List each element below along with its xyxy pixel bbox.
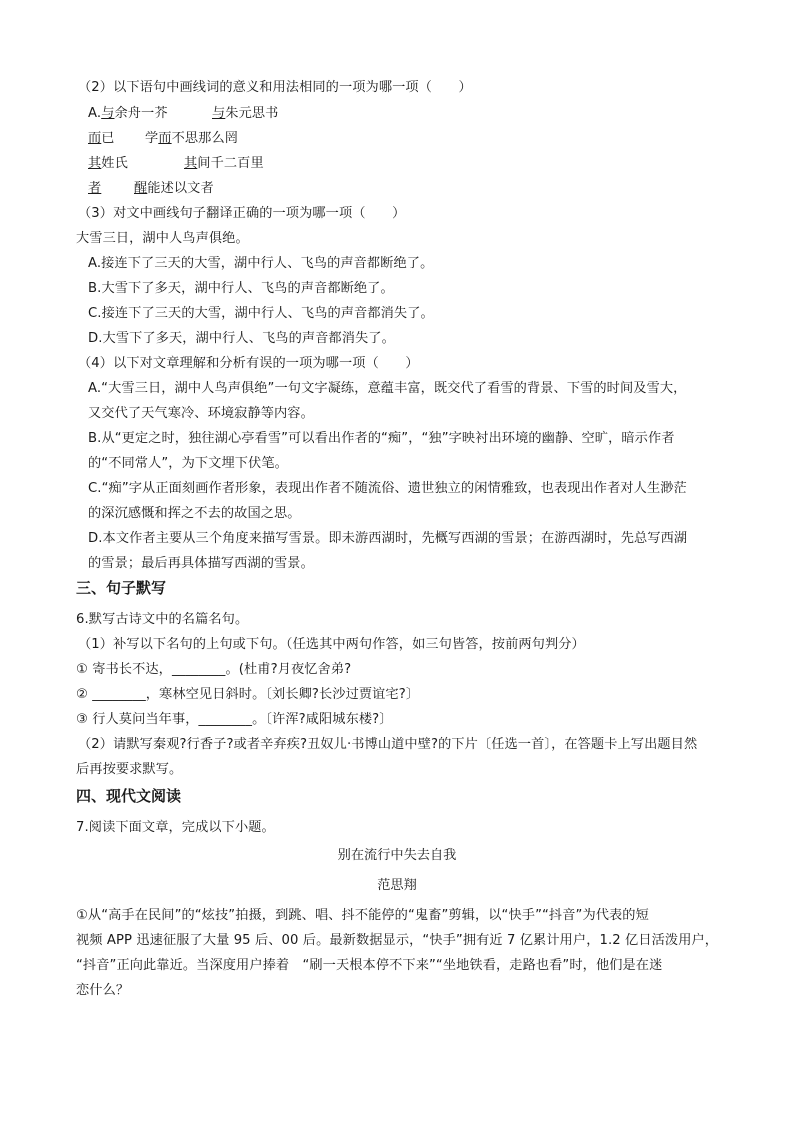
option-c: C.接连下了三天的大雪，湖中行人、飞鸟的声音都消失了。	[88, 306, 434, 321]
question-7: 7.阅读下面文章，完成以下小题。	[76, 820, 275, 835]
article-title: 别在流行中失去自我	[337, 848, 457, 863]
paragraph-line: ①从“高手在民间”的“炫技”拍摄，到跳、唱、抖不能停的“鬼畜”剪辑，以“快手”“抖音”为代表的短	[76, 908, 649, 923]
option-row-a: A.与余舟一芥	[88, 106, 168, 121]
option-b: B.大雪下了多天，湖中行人、飞鸟的声音都断绝了。	[88, 281, 394, 296]
option-row-c: 其姓氏	[88, 156, 128, 171]
underlined-word: 其	[184, 156, 198, 171]
paragraph-line: 视频 APP 迅速征服了大量 95 后、00 后。最新数据显示，“快手”拥有近 7 亿累计用户，1.2 亿日活泼用户，	[76, 933, 719, 948]
option-row-b: 而已	[88, 131, 115, 146]
paragraph-line: “抖音”正向此靠近。当深度用户捧着 “刷一天根本停不下来”“坐地铁看，走路也看”时，他们是在迷	[76, 958, 663, 973]
option-d: D.大雪下了多天，湖中行人、飞鸟的声音都消失了。	[88, 331, 395, 346]
q6-part1: （1）补写以下名句的上句或下句。（任选其中两句作答，如三句皆答，按前两句判分）	[78, 637, 585, 652]
option-row-c-pair: 其间千二百里	[184, 156, 264, 171]
option-a-line2: 又交代了天气寒冷、环境寂静等内容。	[88, 406, 314, 421]
q6-item-3: ③ 行人莫问当年事，________。〔许浑?咸阳城东楼?〕	[76, 712, 393, 727]
option-c-line2: 的深沉感慨和挥之不去的故国之思。	[88, 506, 301, 521]
option-row-d	[88, 179, 101, 199]
option-d-line2: 的雪景；最后再具体描写西湖的雪景。	[88, 556, 314, 571]
q5-part3-stem: （3）对文中画线句子翻译正确的一项为哪一项（ ）	[78, 206, 406, 221]
translation-sentence: 大雪三日，湖中人鸟声俱绝。	[76, 231, 249, 246]
section-title: 四、现代文阅读	[76, 787, 182, 805]
option-a-line1: A.“大雪三日，湖中人鸟声俱绝”一句文字凝练，意蕴丰富，既交代了看雪的背景、下雪的时间及雪大，	[88, 381, 687, 396]
option-b-line2: 的“不同常人”，为下文埋下伏笔。	[88, 456, 288, 471]
underlined-word: 者	[88, 181, 102, 196]
q6-part2-line1: （2）请默写秦观?行香子?或者辛弃疾?丑奴儿·书博山道中壁?的下片〔任选一首〕，在答题卡上写出题目然	[78, 737, 698, 752]
q6-item-1: ① 寄书长不达，________。(杜甫?月夜忆舍弟?	[76, 662, 352, 677]
option-row-b-pair: 学而不思那么罔	[145, 131, 239, 146]
option-c-line1: C.“痴”字从正面刻画作者形象，表现出作者不随流俗、遗世独立的闲情雅致，也表现出作者对人生渺茫	[88, 481, 687, 496]
q5-part4-stem: （4）以下对文章理解和分析有误的一项为哪一项（ ）	[78, 356, 419, 371]
q5-part2-stem: （2）以下语句中画线词的意义和用法相同的一项为哪一项（ ）	[78, 80, 472, 95]
article-author: 范思翔	[377, 878, 417, 893]
q6-item-2: ② ________，寒林空见日斜时。〔刘长卿?长沙过贾谊宅?〕	[76, 687, 420, 702]
question-6: 6.默写古诗文中的名篇名句。	[76, 612, 249, 627]
underlined-word: 醒	[134, 181, 148, 196]
q6-part2-line2: 后再按要求默写。	[76, 762, 183, 777]
underlined-word: 与	[212, 106, 226, 121]
option-row-a-pair: 与朱元思书	[212, 106, 279, 121]
underlined-word: 与	[101, 106, 115, 121]
section-title: 三、句子默写	[76, 579, 167, 597]
underlined-word: 而	[158, 131, 172, 146]
paragraph-line: 恋什么？	[76, 983, 130, 998]
option-row-d-pair: 醒能述以文者	[134, 181, 214, 196]
underlined-word: 其	[88, 156, 102, 171]
option-a: A.接连下了三天的大雪，湖中行人、飞鸟的声音都断绝了。	[88, 256, 434, 271]
option-b-line1: B.从“更定之时，独往湖心亭看雪”可以看出作者的“痴”，“独”字映衬出环境的幽静、空旷，暗示作者	[88, 431, 675, 446]
option-d-line1: D.本文作者主要从三个角度来描写雪景。即未游西湖时，先概写西湖的雪景；在游西湖时，先总写西湖	[88, 531, 688, 546]
underlined-word: 而	[88, 131, 102, 146]
